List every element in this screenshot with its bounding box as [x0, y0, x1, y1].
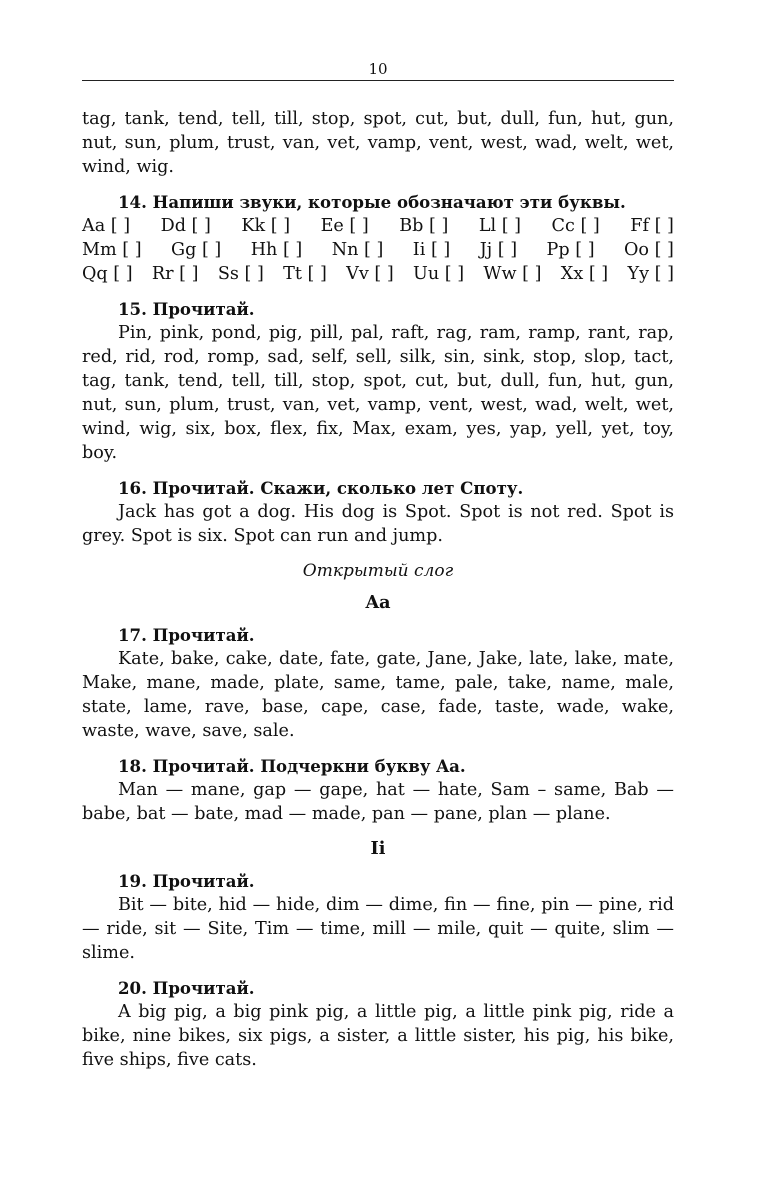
- letters-row: [82, 262, 674, 286]
- exercise-15: [82, 297, 674, 465]
- intro-paragraph: tag, tank, tend, tell, till, stop, spot, cut, but, dull, fun, hut, gun, nut, sun, plum, trust, van, vet, vamp, vent, west, wad, welt, wet, wind, wig.: [82, 109, 674, 177]
- letter-cell: Ss [ ]: [217, 264, 264, 284]
- exercise-16: [82, 476, 674, 548]
- letter-cell: Nn [ ]: [331, 240, 384, 260]
- letters-row: [82, 238, 674, 262]
- letter-cell: Oo [ ]: [623, 240, 674, 260]
- exercise-18-text: Man — mane, gap — gape, hat — hate, Sam – same, Bab — babe, bat — bate, mad — made, pan — pane, plan — plane.: [82, 780, 674, 824]
- letter-cell: Hh [ ]: [250, 240, 303, 260]
- letter-cell: Dd [ ]: [160, 216, 211, 236]
- letter-cell: Gg [ ]: [171, 240, 222, 260]
- letter-cell: Bb [ ]: [399, 216, 449, 236]
- exercise-14: [82, 190, 674, 286]
- letter-cell: Ii [ ]: [412, 240, 451, 260]
- exercise-20: [82, 976, 674, 1072]
- exercise-19: [82, 869, 674, 965]
- letter-heading-i: Ii: [370, 838, 386, 859]
- letter-cell: Jj [ ]: [479, 240, 518, 260]
- exercise-20-text: A big pig, a big pink pig, a little pig, a little pink pig, ride a bike, nine bikes, six pigs, a sister, a little sister, his pig, his bike, five ships, five cats.: [82, 1002, 674, 1070]
- letter-heading-a: Aa: [365, 592, 391, 613]
- section-heading-open-syllable: Открытый слог: [302, 561, 454, 581]
- letter-cell: Ww [ ]: [483, 264, 542, 284]
- letter-cell: Vv [ ]: [346, 264, 394, 284]
- exercise-17-text: Kate, bake, cake, date, fate, gate, Jane, Jake, late, lake, mate, Make, mane, made, plate, same, tame, pale, take, name, male, state, lame, rave, base, cape, case, fade, taste, wade, wake, waste, wave, save, sale.: [82, 649, 674, 741]
- letter-cell: Kk [ ]: [241, 216, 291, 236]
- page: [82, 58, 674, 1083]
- exercise-17-title: 17. Прочитай.: [118, 625, 255, 645]
- letters-row: [82, 214, 674, 238]
- exercise-20-title: 20. Прочитай.: [118, 978, 255, 998]
- exercise-19-text: Bit — bite, hid — hide, dim — dime, fin — fine, pin — pine, rid — ride, sit — Site, Tim — time, mill — mile, quit — quite, slim — slime.: [82, 895, 674, 963]
- letter-cell: Yy [ ]: [627, 264, 674, 284]
- letter-cell: Qq [ ]: [82, 264, 133, 284]
- exercise-15-title: 15. Прочитай.: [118, 299, 255, 319]
- letter-cell: Ll [ ]: [478, 216, 522, 236]
- letters-grid: [82, 214, 674, 286]
- exercise-15-text: Pin, pink, pond, pig, pill, pal, raft, rag, ram, ramp, rant, rap, red, rid, rod, romp, sad, self, sell, silk, sin, sink, stop, slop, tact, tag, tank, tend, tell, till, stop, spot, cut, but, dull, fun, hut, gun, nut, sun, plum, trust, van, vet, vamp, vent, west, wad, welt, wet, wind, wig, six, box, flex, fix, Max, exam, yes, yap, yell, yet, toy, boy.: [82, 323, 674, 463]
- exercise-14-title: 14. Напиши звуки, которые обозначают эти буквы.: [118, 192, 626, 212]
- exercise-18: [82, 754, 674, 826]
- letter-cell: Aa [ ]: [82, 216, 131, 236]
- letter-cell: Uu [ ]: [413, 264, 465, 284]
- letter-cell: Pp [ ]: [546, 240, 595, 260]
- letter-cell: Ee [ ]: [320, 216, 369, 236]
- header-rule: [82, 80, 674, 81]
- exercise-16-text: Jack has got a dog. His dog is Spot. Spot is not red. Spot is grey. Spot is six. Spot can run and jump.: [82, 502, 674, 546]
- letter-cell: Xx [ ]: [560, 264, 609, 284]
- letter-cell: Ff [ ]: [630, 216, 674, 236]
- letter-cell: Cc [ ]: [551, 216, 600, 236]
- exercise-19-title: 19. Прочитай.: [118, 871, 255, 891]
- page-number: 10: [368, 60, 388, 78]
- letter-cell: Rr [ ]: [151, 264, 199, 284]
- exercise-17: [82, 623, 674, 743]
- exercise-18-title: 18. Прочитай. Подчеркни букву Aa.: [118, 756, 466, 776]
- letter-cell: Mm [ ]: [82, 240, 142, 260]
- exercise-16-title: 16. Прочитай. Скажи, сколько лет Споту.: [118, 478, 524, 498]
- letter-cell: Tt [ ]: [283, 264, 327, 284]
